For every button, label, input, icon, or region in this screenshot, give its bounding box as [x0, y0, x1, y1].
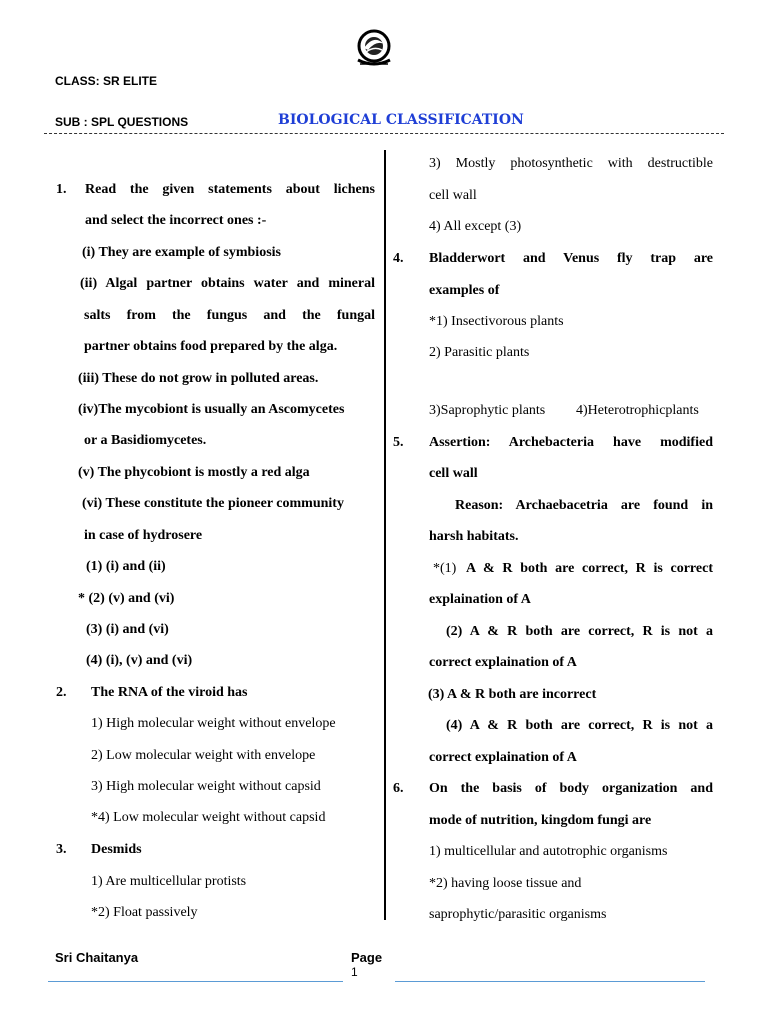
- q6-option-1: 1) multicellular and autotrophic organisms: [429, 844, 668, 859]
- q1-statement-i: (i) They are example of symbiosis: [82, 245, 281, 260]
- q3-option-3-line1: 3) Mostly photosynthetic with destructible: [429, 156, 713, 171]
- q1-statement-vi-line1: (vi) These constitute the pioneer community: [82, 496, 344, 511]
- q1-statement-ii-line3: partner obtains food prepared by the alga.: [84, 339, 338, 354]
- q6-stem-line1: On the basis of body organization and: [429, 781, 713, 796]
- q5-assertion-line2: cell wall: [429, 466, 478, 481]
- q2-number: 2.: [56, 685, 67, 700]
- q3-option-1: 1) Are multicellular protists: [91, 874, 247, 889]
- q4-stem-line2: examples of: [429, 283, 500, 298]
- header-divider: [44, 133, 724, 134]
- q1-statement-iv-line1: (iv)The mycobiont is usually an Ascomycetes: [78, 402, 345, 417]
- q5-reason-line2: harsh habitats.: [429, 529, 519, 544]
- q4-stem-line1: Bladderwort and Venus fly trap are: [429, 251, 713, 266]
- q1-stem-line1: Read the given statements about lichens: [85, 182, 375, 197]
- q5-option-1-marker: *(1): [433, 561, 457, 576]
- q1-statement-ii-line1: (ii) Algal partner obtains water and mineral: [80, 276, 375, 291]
- q5-number: 5.: [393, 435, 404, 450]
- q1-stem-line2: and select the incorrect ones :-: [85, 213, 267, 228]
- q1-statement-v: (v) The phycobiont is mostly a red alga: [78, 465, 310, 480]
- q1-statement-ii-line2: salts from the fungus and the fungal: [84, 308, 375, 323]
- q4-option-1: *1) Insectivorous plants: [429, 314, 564, 329]
- q5-option-2-line2: correct explaination of A: [429, 655, 577, 670]
- footer-rule-right: [395, 981, 705, 982]
- q3-number: 3.: [56, 842, 67, 857]
- q5-assertion-line1: Assertion: Archebacteria have modified: [429, 435, 713, 450]
- q1-statement-vi-line2: in case of hydrosere: [84, 528, 203, 543]
- q3-option-3-line2: cell wall: [429, 188, 477, 203]
- q4-number: 4.: [393, 251, 404, 266]
- q3-option-4: 4) All except (3): [429, 219, 522, 234]
- q5-option-2-line1: (2) A & R both are correct, R is not a: [446, 624, 713, 639]
- institution-logo: [352, 26, 396, 70]
- q1-number: 1.: [56, 182, 67, 197]
- column-divider: [384, 150, 386, 920]
- subject-label: SUB : SPL QUESTIONS: [55, 115, 189, 129]
- q6-number: 6.: [393, 781, 404, 796]
- q1-option-2: * (2) (v) and (vi): [78, 591, 175, 606]
- q2-option-3: 3) High molecular weight without capsid: [91, 779, 321, 794]
- q6-option-2-line2: saprophytic/parasitic organisms: [429, 907, 607, 922]
- q1-option-4: (4) (i), (v) and (vi): [86, 653, 193, 668]
- q6-option-2-line1: *2) having loose tissue and: [429, 876, 582, 891]
- q4-option-4: 4)Heterotrophicplants: [576, 403, 699, 418]
- q4-option-3: 3)Saprophytic plants: [429, 403, 546, 418]
- q5-reason-line1: Reason: Archaebacetria are found in: [455, 498, 713, 513]
- q5-option-1-line2: explaination of A: [429, 592, 531, 607]
- footer-rule-left: [48, 981, 343, 982]
- page-title: BIOLOGICAL CLASSIFICATION: [278, 112, 524, 128]
- q3-option-2: *2) Float passively: [91, 905, 198, 920]
- footer-page-number: 1: [351, 965, 358, 979]
- q4-option-2: 2) Parasitic plants: [429, 345, 530, 360]
- footer-institute: Sri Chaitanya: [55, 950, 139, 965]
- q5-option-4-line1: (4) A & R both are correct, R is not a: [446, 718, 713, 733]
- q3-stem: Desmids: [91, 842, 142, 857]
- q1-option-1: (1) (i) and (ii): [86, 559, 166, 574]
- q2-stem: The RNA of the viroid has: [91, 685, 248, 700]
- q2-option-4: *4) Low molecular weight without capsid: [91, 810, 326, 825]
- class-label: CLASS: SR ELITE: [55, 74, 158, 88]
- q2-option-2: 2) Low molecular weight with envelope: [91, 748, 316, 763]
- q1-option-3: (3) (i) and (vi): [86, 622, 169, 637]
- q6-stem-line2: mode of nutrition, kingdom fungi are: [429, 813, 652, 828]
- q1-statement-iv-line2: or a Basidiomycetes.: [84, 433, 207, 448]
- q5-option-1-line1: A & R both are correct, R is correct: [466, 561, 713, 576]
- q2-option-1: 1) High molecular weight without envelope: [91, 716, 336, 731]
- q5-option-4-line2: correct explaination of A: [429, 750, 577, 765]
- footer-page-label: Page: [351, 950, 383, 965]
- q1-statement-iii: (iii) These do not grow in polluted areas.: [78, 371, 319, 386]
- q5-option-3: (3) A & R both are incorrect: [428, 687, 597, 702]
